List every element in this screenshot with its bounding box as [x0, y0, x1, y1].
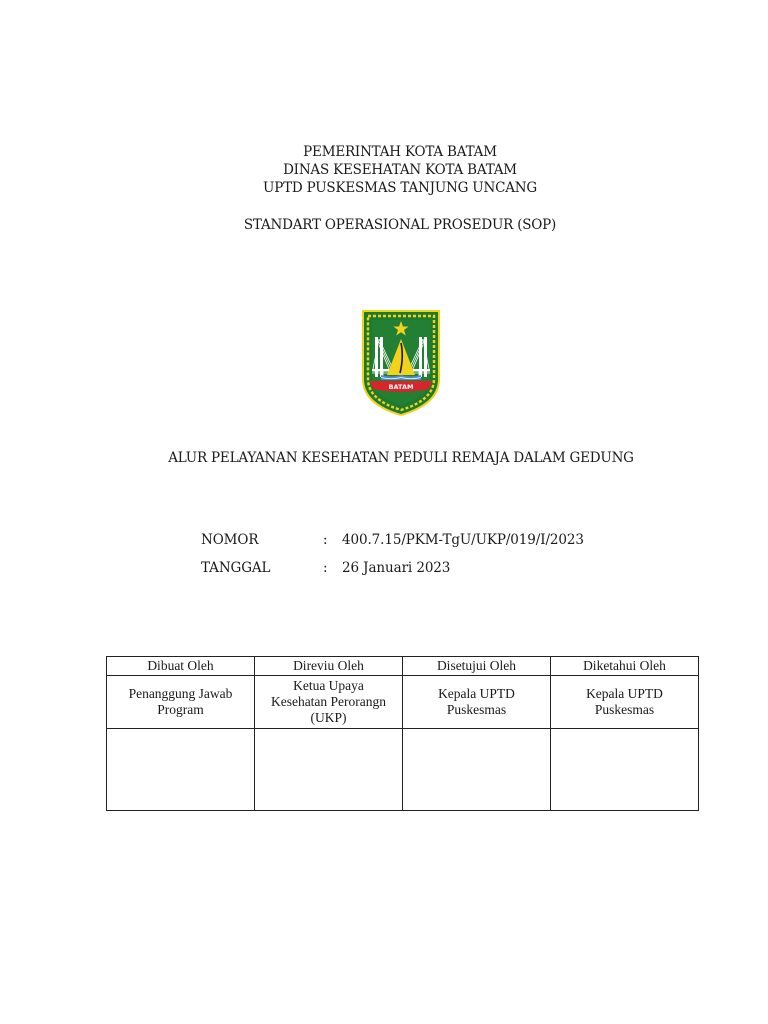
meta-label-nomor: NOMOR — [201, 532, 259, 548]
header-cell-disetujui-oleh: Disetujui Oleh — [403, 657, 551, 676]
emblem-text: BATAM — [388, 383, 414, 391]
meta-separator: : — [323, 560, 328, 576]
header-line-puskesmas: UPTD PUSKESMAS TANJUNG UNCANG — [263, 180, 537, 196]
signature-cell-approver — [403, 729, 551, 811]
role-line: Ketua Upaya — [293, 678, 364, 693]
header-cell-diketahui-oleh: Diketahui Oleh — [551, 657, 699, 676]
role-cell-reviewer — [255, 676, 403, 729]
header-cell-dibuat-oleh: Dibuat Oleh — [107, 657, 255, 676]
header-cell-direviu-oleh: Direviu Oleh — [255, 657, 403, 676]
approval-signature-row — [107, 729, 699, 811]
meta-label-tanggal: TANGGAL — [201, 560, 271, 576]
meta-separator: : — [323, 532, 328, 548]
role-line: Kesehatan Perorangn — [270, 694, 387, 709]
sop-title: STANDART OPERASIONAL PROSEDUR (SOP) — [243, 217, 557, 233]
role-cell-acknowledger — [551, 676, 699, 729]
role-line: Kepala UPTD — [438, 686, 515, 701]
role-cell-creator — [107, 676, 255, 729]
role-line: Kepala UPTD — [586, 686, 663, 701]
signature-cell-acknowledger — [551, 729, 699, 811]
signature-cell-reviewer — [255, 729, 403, 811]
institution-header — [0, 143, 768, 197]
batam-city-emblem-icon — [361, 309, 441, 417]
role-line: Puskesmas — [594, 702, 655, 717]
document-title: ALUR PELAYANAN KESEHATAN PEDULI REMAJA DALAM GEDUNG — [168, 450, 634, 466]
approval-table — [106, 656, 699, 811]
role-line: (UKP) — [310, 710, 347, 725]
approval-header-row — [107, 657, 699, 676]
header-line-government: PEMERINTAH KOTA BATAM — [303, 144, 497, 160]
approval-role-row — [107, 676, 699, 729]
role-cell-approver — [403, 676, 551, 729]
meta-value-nomor: 400.7.15/PKM-TgU/UKP/019/I/2023 — [342, 532, 584, 548]
role-line: Penanggung Jawab — [128, 686, 233, 701]
role-line: Puskesmas — [446, 702, 507, 717]
meta-value-tanggal: 26 Januari 2023 — [342, 560, 451, 576]
header-line-health-office: DINAS KESEHATAN KOTA BATAM — [283, 162, 517, 178]
signature-cell-creator — [107, 729, 255, 811]
role-line: Program — [157, 702, 204, 717]
